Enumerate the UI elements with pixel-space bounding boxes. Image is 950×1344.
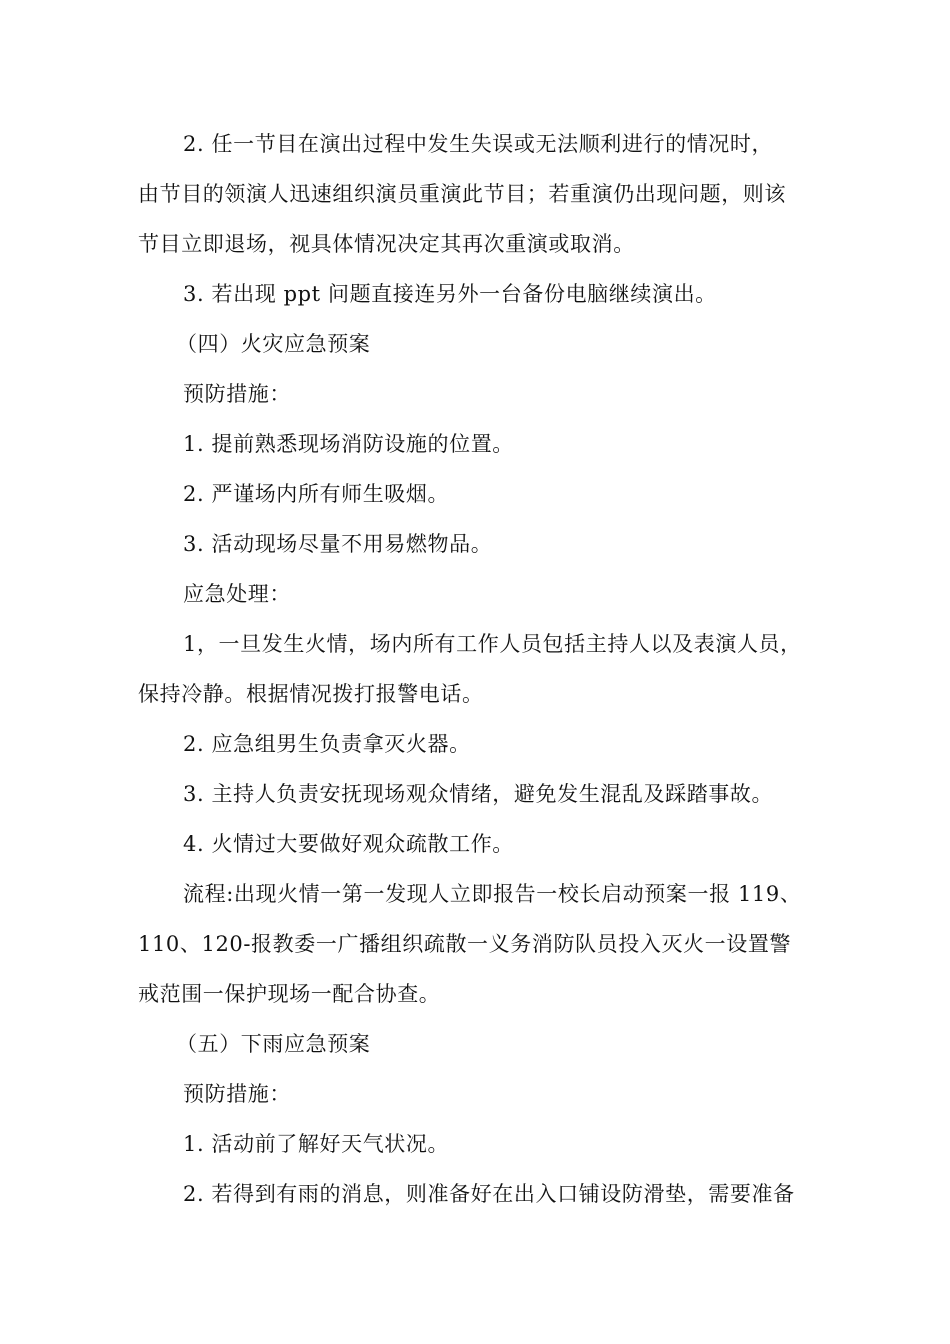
paragraph-line: 3. 若出现 ppt 问题直接连另外一台备份电脑继续演出。 xyxy=(183,282,717,306)
paragraph-line: 戒范围一保护现场一配合协查。 xyxy=(138,982,441,1006)
list-item: 2. 若得到有雨的消息，则准备好在出入口铺设防滑垫，需要准备 xyxy=(183,1182,795,1206)
paragraph-line: 流程:出现火情一第一发现人立即报告一校长启动预案一报 119、 xyxy=(183,882,802,906)
paragraph-line: 保持冷静。根据情况拨打报警电话。 xyxy=(138,682,484,706)
paragraph-line: 由节目的领演人迅速组织演员重演此节目；若重演仍出现问题，则该 xyxy=(138,182,786,206)
section-heading-fire: （四）火灾应急预案 xyxy=(176,332,371,356)
paragraph-line: 节目立即退场，视具体情况决定其再次重演或取消。 xyxy=(138,232,635,256)
list-item: 4. 火情过大要做好观众疏散工作。 xyxy=(183,832,514,856)
list-item: 2. 严谨场内所有师生吸烟。 xyxy=(183,482,450,506)
paragraph-line: 2. 任一节目在演出过程中发生失误或无法顺利进行的情况时， xyxy=(183,132,774,156)
list-item: 3. 活动现场尽量不用易燃物品。 xyxy=(183,532,493,556)
list-item: 3. 主持人负责安抚现场观众情绪，避免发生混乱及踩踏事故。 xyxy=(183,782,774,806)
paragraph-line: 110、120-报教委一广播组织疏散一义务消防队员投入灭火一设置警 xyxy=(138,932,792,956)
list-item: 2. 应急组男生负责拿灭火器。 xyxy=(183,732,471,756)
subheading-emergency: 应急处理： xyxy=(183,582,291,606)
subheading-prevention: 预防措施： xyxy=(183,382,291,406)
section-heading-rain: （五）下雨应急预案 xyxy=(176,1032,371,1056)
subheading-prevention: 预防措施： xyxy=(183,1082,291,1106)
paragraph-line: 1，一旦发生火情，场内所有工作人员包括主持人以及表演人员， xyxy=(183,632,802,656)
list-item: 1. 提前熟悉现场消防设施的位置。 xyxy=(183,432,514,456)
list-item: 1. 活动前了解好天气状况。 xyxy=(183,1132,450,1156)
